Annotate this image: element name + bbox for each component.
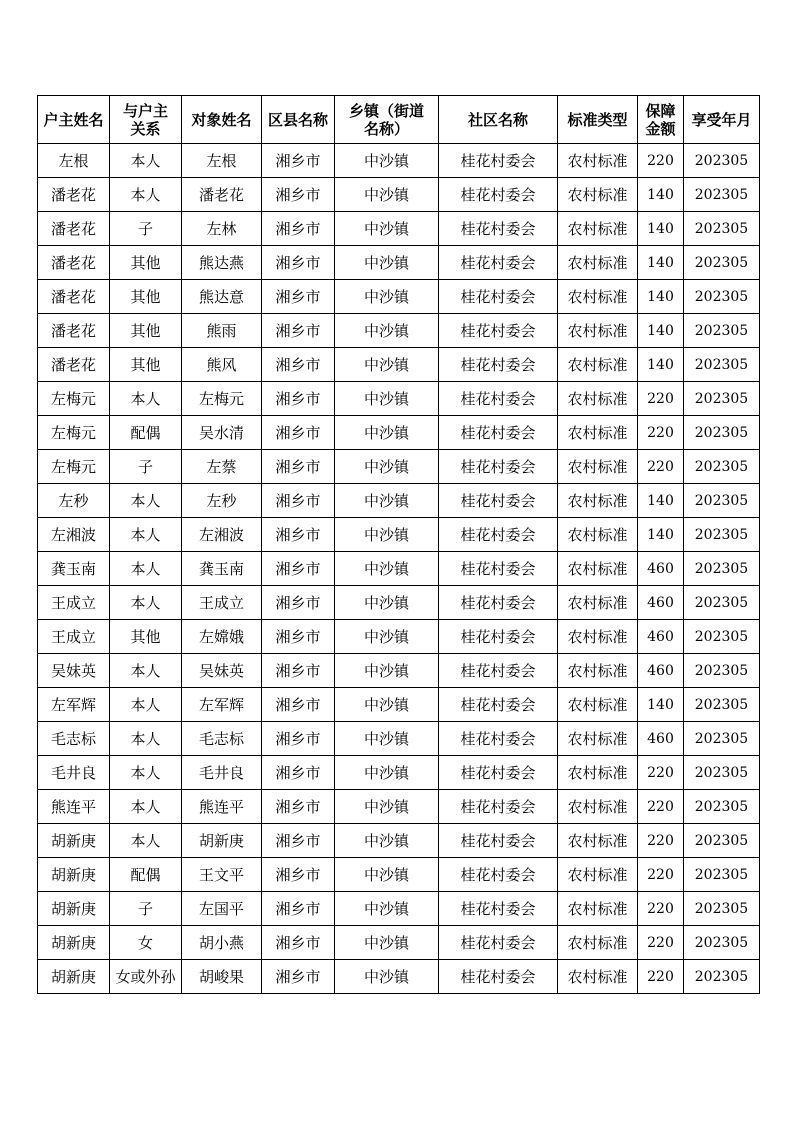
cell-month: 202305 [684, 212, 760, 246]
column-header-township [335, 96, 439, 144]
cell-recipient: 毛井良 [182, 756, 262, 790]
cell-county: 湘乡市 [262, 586, 335, 620]
table-row [38, 858, 760, 892]
cell-standard: 农村标准 [558, 212, 638, 246]
cell-community: 桂花村委会 [439, 280, 558, 314]
cell-amount: 220 [638, 450, 684, 484]
cell-standard: 农村标准 [558, 144, 638, 178]
table-row [38, 382, 760, 416]
cell-month: 202305 [684, 722, 760, 756]
cell-community: 桂花村委会 [439, 450, 558, 484]
cell-householder: 胡新庚 [38, 926, 110, 960]
cell-householder: 左根 [38, 144, 110, 178]
cell-township: 中沙镇 [335, 858, 439, 892]
cell-amount: 220 [638, 960, 684, 994]
cell-month: 202305 [684, 756, 760, 790]
cell-community: 桂花村委会 [439, 416, 558, 450]
column-header-recipient [182, 96, 262, 144]
header-row [38, 96, 760, 144]
cell-relation: 本人 [110, 518, 182, 552]
cell-standard: 农村标准 [558, 178, 638, 212]
cell-recipient: 左湘波 [182, 518, 262, 552]
cell-recipient: 左军辉 [182, 688, 262, 722]
cell-county: 湘乡市 [262, 518, 335, 552]
cell-standard: 农村标准 [558, 280, 638, 314]
cell-township: 中沙镇 [335, 722, 439, 756]
cell-householder: 王成立 [38, 586, 110, 620]
cell-township: 中沙镇 [335, 416, 439, 450]
cell-householder: 潘老花 [38, 280, 110, 314]
table-row [38, 484, 760, 518]
cell-township: 中沙镇 [335, 688, 439, 722]
table-row [38, 688, 760, 722]
cell-recipient: 王成立 [182, 586, 262, 620]
cell-standard: 农村标准 [558, 348, 638, 382]
cell-standard: 农村标准 [558, 722, 638, 756]
cell-township: 中沙镇 [335, 178, 439, 212]
table-row [38, 824, 760, 858]
cell-recipient: 吴妹英 [182, 654, 262, 688]
table-row [38, 178, 760, 212]
cell-householder: 吴妹英 [38, 654, 110, 688]
table-row [38, 926, 760, 960]
cell-month: 202305 [684, 178, 760, 212]
column-header-amount-line: 金额 [645, 119, 676, 138]
cell-recipient: 吴水清 [182, 416, 262, 450]
cell-amount: 140 [638, 518, 684, 552]
table-row [38, 552, 760, 586]
cell-recipient: 胡新庚 [182, 824, 262, 858]
cell-householder: 胡新庚 [38, 858, 110, 892]
cell-recipient: 熊连平 [182, 790, 262, 824]
cell-relation: 本人 [110, 756, 182, 790]
cell-county: 湘乡市 [262, 484, 335, 518]
cell-standard: 农村标准 [558, 314, 638, 348]
cell-amount: 220 [638, 382, 684, 416]
cell-amount: 460 [638, 722, 684, 756]
cell-community: 桂花村委会 [439, 348, 558, 382]
cell-community: 桂花村委会 [439, 926, 558, 960]
cell-community: 桂花村委会 [439, 212, 558, 246]
table-row [38, 348, 760, 382]
column-header-householder-line: 户主姓名 [43, 110, 104, 129]
cell-township: 中沙镇 [335, 552, 439, 586]
cell-standard: 农村标准 [558, 892, 638, 926]
cell-month: 202305 [684, 586, 760, 620]
cell-standard: 农村标准 [558, 756, 638, 790]
column-header-standard [558, 96, 638, 144]
cell-community: 桂花村委会 [439, 178, 558, 212]
cell-recipient: 胡峻果 [182, 960, 262, 994]
cell-county: 湘乡市 [262, 212, 335, 246]
cell-month: 202305 [684, 348, 760, 382]
cell-community: 桂花村委会 [439, 246, 558, 280]
cell-standard: 农村标准 [558, 586, 638, 620]
cell-county: 湘乡市 [262, 348, 335, 382]
cell-month: 202305 [684, 484, 760, 518]
cell-county: 湘乡市 [262, 552, 335, 586]
cell-community: 桂花村委会 [439, 586, 558, 620]
cell-recipient: 左国平 [182, 892, 262, 926]
cell-relation: 配偶 [110, 858, 182, 892]
cell-county: 湘乡市 [262, 824, 335, 858]
cell-county: 湘乡市 [262, 450, 335, 484]
cell-month: 202305 [684, 688, 760, 722]
cell-month: 202305 [684, 416, 760, 450]
cell-township: 中沙镇 [335, 926, 439, 960]
cell-relation: 子 [110, 892, 182, 926]
cell-relation: 本人 [110, 382, 182, 416]
cell-community: 桂花村委会 [439, 484, 558, 518]
cell-township: 中沙镇 [335, 314, 439, 348]
cell-standard: 农村标准 [558, 654, 638, 688]
assistance-roster-table [37, 95, 760, 994]
cell-county: 湘乡市 [262, 620, 335, 654]
cell-county: 湘乡市 [262, 178, 335, 212]
cell-county: 湘乡市 [262, 416, 335, 450]
cell-community: 桂花村委会 [439, 960, 558, 994]
cell-township: 中沙镇 [335, 960, 439, 994]
table-row [38, 246, 760, 280]
cell-recipient: 胡小燕 [182, 926, 262, 960]
table-row [38, 654, 760, 688]
cell-recipient: 左林 [182, 212, 262, 246]
cell-relation: 子 [110, 212, 182, 246]
cell-amount: 220 [638, 144, 684, 178]
cell-amount: 140 [638, 280, 684, 314]
table-row [38, 416, 760, 450]
table-row [38, 586, 760, 620]
table-row [38, 620, 760, 654]
cell-township: 中沙镇 [335, 484, 439, 518]
cell-month: 202305 [684, 654, 760, 688]
cell-relation: 其他 [110, 348, 182, 382]
cell-relation: 女或外孙 [110, 960, 182, 994]
column-header-township-line: 乡镇（街道 [348, 101, 424, 120]
cell-standard: 农村标准 [558, 484, 638, 518]
cell-recipient: 毛志标 [182, 722, 262, 756]
cell-amount: 140 [638, 178, 684, 212]
cell-township: 中沙镇 [335, 518, 439, 552]
table-row [38, 280, 760, 314]
cell-county: 湘乡市 [262, 246, 335, 280]
cell-householder: 毛井良 [38, 756, 110, 790]
cell-householder: 王成立 [38, 620, 110, 654]
cell-recipient: 左秒 [182, 484, 262, 518]
cell-householder: 左秒 [38, 484, 110, 518]
cell-community: 桂花村委会 [439, 790, 558, 824]
cell-householder: 毛志标 [38, 722, 110, 756]
table-row [38, 790, 760, 824]
cell-householder: 潘老花 [38, 246, 110, 280]
cell-recipient: 左根 [182, 144, 262, 178]
cell-month: 202305 [684, 144, 760, 178]
cell-county: 湘乡市 [262, 722, 335, 756]
cell-standard: 农村标准 [558, 824, 638, 858]
cell-householder: 潘老花 [38, 314, 110, 348]
cell-standard: 农村标准 [558, 416, 638, 450]
cell-householder: 潘老花 [38, 178, 110, 212]
cell-county: 湘乡市 [262, 892, 335, 926]
cell-community: 桂花村委会 [439, 756, 558, 790]
cell-month: 202305 [684, 280, 760, 314]
cell-relation: 其他 [110, 314, 182, 348]
cell-township: 中沙镇 [335, 280, 439, 314]
cell-standard: 农村标准 [558, 858, 638, 892]
cell-relation: 其他 [110, 280, 182, 314]
cell-amount: 460 [638, 654, 684, 688]
cell-standard: 农村标准 [558, 246, 638, 280]
cell-county: 湘乡市 [262, 756, 335, 790]
cell-recipient: 左梅元 [182, 382, 262, 416]
cell-month: 202305 [684, 892, 760, 926]
cell-standard: 农村标准 [558, 382, 638, 416]
column-header-householder [38, 96, 110, 144]
table-row [38, 450, 760, 484]
cell-amount: 140 [638, 484, 684, 518]
table-row [38, 892, 760, 926]
cell-recipient: 熊雨 [182, 314, 262, 348]
cell-community: 桂花村委会 [439, 858, 558, 892]
cell-recipient: 龚玉南 [182, 552, 262, 586]
cell-recipient: 潘老花 [182, 178, 262, 212]
cell-recipient: 左蔡 [182, 450, 262, 484]
cell-county: 湘乡市 [262, 688, 335, 722]
cell-county: 湘乡市 [262, 654, 335, 688]
cell-householder: 左梅元 [38, 450, 110, 484]
cell-householder: 左湘波 [38, 518, 110, 552]
cell-recipient: 熊达意 [182, 280, 262, 314]
cell-amount: 220 [638, 790, 684, 824]
table-row [38, 756, 760, 790]
column-header-relation [110, 96, 182, 144]
cell-community: 桂花村委会 [439, 688, 558, 722]
column-header-amount [638, 96, 684, 144]
cell-township: 中沙镇 [335, 144, 439, 178]
cell-township: 中沙镇 [335, 212, 439, 246]
cell-standard: 农村标准 [558, 620, 638, 654]
cell-amount: 220 [638, 858, 684, 892]
table-row [38, 212, 760, 246]
cell-relation: 本人 [110, 790, 182, 824]
cell-recipient: 熊风 [182, 348, 262, 382]
cell-amount: 220 [638, 926, 684, 960]
cell-householder: 胡新庚 [38, 960, 110, 994]
cell-month: 202305 [684, 450, 760, 484]
cell-township: 中沙镇 [335, 586, 439, 620]
table-row [38, 960, 760, 994]
column-header-recipient-line: 对象姓名 [191, 110, 252, 129]
cell-community: 桂花村委会 [439, 518, 558, 552]
cell-community: 桂花村委会 [439, 382, 558, 416]
cell-amount: 140 [638, 314, 684, 348]
cell-county: 湘乡市 [262, 790, 335, 824]
cell-householder: 左军辉 [38, 688, 110, 722]
cell-recipient: 王文平 [182, 858, 262, 892]
cell-township: 中沙镇 [335, 790, 439, 824]
cell-county: 湘乡市 [262, 314, 335, 348]
table-row [38, 722, 760, 756]
column-header-township-line: 名称） [363, 119, 409, 138]
cell-amount: 460 [638, 552, 684, 586]
cell-amount: 220 [638, 824, 684, 858]
cell-relation: 女 [110, 926, 182, 960]
cell-county: 湘乡市 [262, 858, 335, 892]
cell-relation: 配偶 [110, 416, 182, 450]
cell-community: 桂花村委会 [439, 144, 558, 178]
cell-township: 中沙镇 [335, 824, 439, 858]
cell-relation: 本人 [110, 144, 182, 178]
table-body [38, 144, 760, 994]
cell-standard: 农村标准 [558, 960, 638, 994]
cell-township: 中沙镇 [335, 348, 439, 382]
cell-month: 202305 [684, 620, 760, 654]
table-row [38, 314, 760, 348]
cell-county: 湘乡市 [262, 280, 335, 314]
cell-standard: 农村标准 [558, 552, 638, 586]
cell-amount: 220 [638, 892, 684, 926]
table-header [38, 96, 760, 144]
cell-householder: 熊连平 [38, 790, 110, 824]
cell-householder: 胡新庚 [38, 892, 110, 926]
cell-householder: 左梅元 [38, 382, 110, 416]
column-header-amount-line: 保障 [645, 101, 676, 120]
cell-amount: 220 [638, 756, 684, 790]
cell-recipient: 左嫦娥 [182, 620, 262, 654]
cell-township: 中沙镇 [335, 382, 439, 416]
cell-month: 202305 [684, 858, 760, 892]
cell-relation: 本人 [110, 688, 182, 722]
cell-community: 桂花村委会 [439, 552, 558, 586]
cell-standard: 农村标准 [558, 688, 638, 722]
cell-recipient: 熊达燕 [182, 246, 262, 280]
cell-community: 桂花村委会 [439, 824, 558, 858]
cell-amount: 140 [638, 246, 684, 280]
cell-month: 202305 [684, 824, 760, 858]
cell-relation: 本人 [110, 586, 182, 620]
cell-month: 202305 [684, 246, 760, 280]
column-header-county-line: 区县名称 [267, 110, 328, 129]
cell-householder: 胡新庚 [38, 824, 110, 858]
cell-county: 湘乡市 [262, 960, 335, 994]
cell-township: 中沙镇 [335, 620, 439, 654]
column-header-community [439, 96, 558, 144]
cell-community: 桂花村委会 [439, 892, 558, 926]
cell-householder: 左梅元 [38, 416, 110, 450]
column-header-community-line: 社区名称 [467, 110, 528, 129]
cell-standard: 农村标准 [558, 450, 638, 484]
cell-community: 桂花村委会 [439, 314, 558, 348]
cell-amount: 140 [638, 688, 684, 722]
cell-relation: 本人 [110, 654, 182, 688]
cell-relation: 其他 [110, 246, 182, 280]
cell-township: 中沙镇 [335, 450, 439, 484]
table-row [38, 518, 760, 552]
cell-community: 桂花村委会 [439, 722, 558, 756]
cell-standard: 农村标准 [558, 926, 638, 960]
cell-month: 202305 [684, 382, 760, 416]
cell-month: 202305 [684, 314, 760, 348]
cell-standard: 农村标准 [558, 518, 638, 552]
cell-relation: 本人 [110, 484, 182, 518]
cell-month: 202305 [684, 790, 760, 824]
cell-amount: 460 [638, 586, 684, 620]
cell-amount: 140 [638, 212, 684, 246]
cell-township: 中沙镇 [335, 246, 439, 280]
cell-amount: 220 [638, 416, 684, 450]
cell-month: 202305 [684, 518, 760, 552]
cell-relation: 本人 [110, 824, 182, 858]
cell-township: 中沙镇 [335, 654, 439, 688]
cell-standard: 农村标准 [558, 790, 638, 824]
cell-relation: 其他 [110, 620, 182, 654]
cell-relation: 本人 [110, 552, 182, 586]
table-row [38, 144, 760, 178]
cell-community: 桂花村委会 [439, 654, 558, 688]
cell-householder: 潘老花 [38, 348, 110, 382]
column-header-month-line: 享受年月 [691, 110, 752, 129]
column-header-county [262, 96, 335, 144]
cell-householder: 潘老花 [38, 212, 110, 246]
cell-householder: 龚玉南 [38, 552, 110, 586]
cell-relation: 子 [110, 450, 182, 484]
cell-amount: 140 [638, 348, 684, 382]
cell-month: 202305 [684, 552, 760, 586]
column-header-relation-line: 与户主 [122, 101, 168, 120]
cell-month: 202305 [684, 926, 760, 960]
column-header-relation-line: 关系 [130, 119, 161, 138]
cell-county: 湘乡市 [262, 926, 335, 960]
cell-amount: 460 [638, 620, 684, 654]
cell-relation: 本人 [110, 178, 182, 212]
cell-county: 湘乡市 [262, 144, 335, 178]
column-header-month [684, 96, 760, 144]
cell-community: 桂花村委会 [439, 620, 558, 654]
cell-county: 湘乡市 [262, 382, 335, 416]
column-header-standard-line: 标准类型 [567, 110, 628, 129]
cell-month: 202305 [684, 960, 760, 994]
cell-relation: 本人 [110, 722, 182, 756]
cell-township: 中沙镇 [335, 756, 439, 790]
cell-township: 中沙镇 [335, 892, 439, 926]
